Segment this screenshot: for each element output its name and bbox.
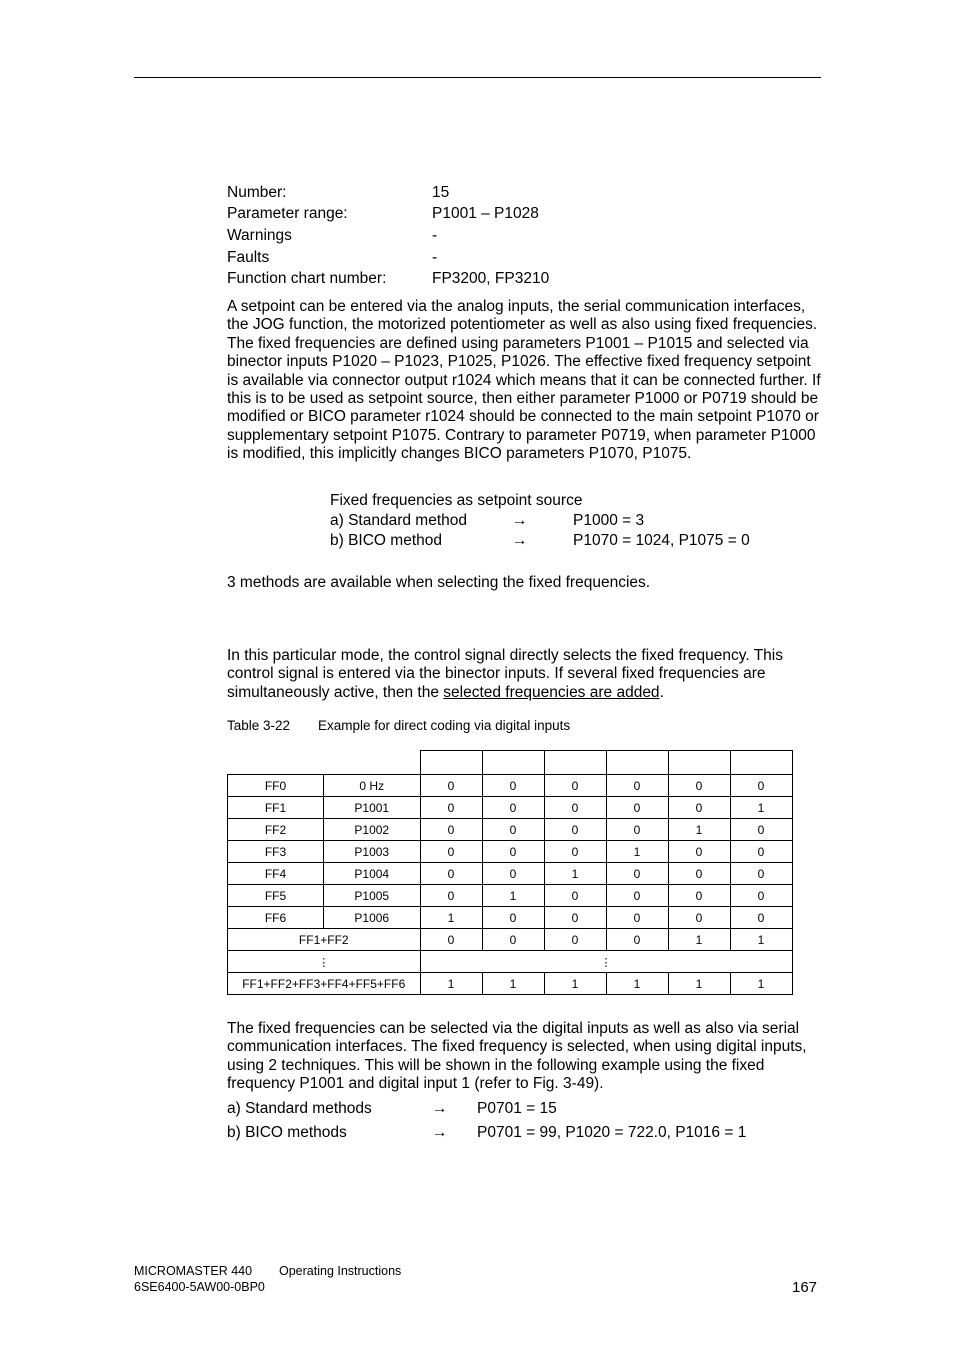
method-bico-label: b) BICO methods <box>227 1124 347 1141</box>
bit-cell: 1 <box>544 973 606 995</box>
bit-cell: 0 <box>420 797 482 819</box>
table-caption-text: Example for direct coding via digital inputs <box>318 718 571 733</box>
table-row <box>228 885 793 907</box>
method-standard-value: P0701 = 15 <box>477 1100 557 1117</box>
table-header-row <box>228 751 793 775</box>
info-value: 15 <box>432 184 450 201</box>
table-row <box>228 863 793 885</box>
bit-cell: 0 <box>482 797 544 819</box>
ellipsis-cell <box>420 951 792 973</box>
bit-cell: 0 <box>420 775 482 797</box>
direct-coding-paragraph <box>227 647 822 702</box>
bit-cell: 1 <box>482 885 544 907</box>
page-number: 167 <box>792 1279 818 1296</box>
param-cell: P1004 <box>324 863 421 885</box>
bit-cell: 0 <box>420 863 482 885</box>
source-standard-label: a) Standard method <box>330 512 468 529</box>
table-row-combo <box>228 929 793 951</box>
bit-cell: 1 <box>668 929 730 951</box>
bit-cell: 0 <box>420 929 482 951</box>
bit-cell: 0 <box>482 929 544 951</box>
direct-text-end: . <box>659 683 664 701</box>
combo-label-cell: FF1+FF2+FF3+FF4+FF5+FF6 <box>228 973 421 995</box>
bit-cell: 0 <box>668 885 730 907</box>
ellipsis-cell <box>228 951 421 973</box>
source-bico-label: b) BICO method <box>330 532 442 549</box>
bit-cell: 1 <box>730 797 792 819</box>
selection-paragraph: The fixed frequencies can be selected via the digital inputs as well as also via serial communication interfaces. The fixed frequency is selected, when using digital inputs, using 2 techniques. This will be shown in the following example using the fixed frequency P1001 and digital input 1 (refer to Fig. 3-49). <box>227 1020 807 1093</box>
method-standard-label: a) Standard methods <box>227 1100 372 1117</box>
bit-cell: 1 <box>730 973 792 995</box>
param-cell: P1005 <box>324 885 421 907</box>
bit-cell: 0 <box>482 841 544 863</box>
bit-cell: 0 <box>482 775 544 797</box>
ff-cell: FF4 <box>228 863 324 885</box>
bit-cell: 1 <box>420 973 482 995</box>
header-cell <box>730 751 792 775</box>
param-cell: P1001 <box>324 797 421 819</box>
bit-cell: 0 <box>482 819 544 841</box>
table-row <box>228 819 793 841</box>
bit-cell: 0 <box>606 907 668 929</box>
ff-cell: FF3 <box>228 841 324 863</box>
param-cell: P1002 <box>324 819 421 841</box>
bit-cell: 0 <box>544 885 606 907</box>
bit-cell: 1 <box>606 973 668 995</box>
header-cell <box>606 751 668 775</box>
source-standard-value: P1000 = 3 <box>573 512 645 529</box>
bit-cell: 0 <box>730 819 792 841</box>
bit-cell: 0 <box>544 819 606 841</box>
bit-cell: 0 <box>606 775 668 797</box>
info-value: - <box>432 249 438 266</box>
fixed-frequency-table <box>227 750 793 995</box>
bit-cell: 0 <box>606 929 668 951</box>
param-cell: P1006 <box>324 907 421 929</box>
direct-text-underlined: selected frequencies are added <box>443 683 660 701</box>
bit-cell: 0 <box>544 775 606 797</box>
table-row <box>228 775 793 797</box>
table-caption <box>227 718 570 733</box>
header-cell <box>544 751 606 775</box>
bit-cell: 0 <box>730 841 792 863</box>
bit-cell: 1 <box>668 973 730 995</box>
bit-cell: 0 <box>668 841 730 863</box>
bit-cell: 0 <box>544 907 606 929</box>
info-key: Function chart number: <box>227 270 387 287</box>
ff-cell: FF6 <box>228 907 324 929</box>
bit-cell: 0 <box>606 863 668 885</box>
ff-cell: FF0 <box>228 775 324 797</box>
vertical-ellipsis-icon: ⋮ <box>318 956 330 969</box>
vertical-ellipsis-icon: ⋮ <box>600 956 612 969</box>
direct-text-start: In this particular mode, the control signal directly selects the fixed frequency. This control signal is entered via the binector inputs. If several fixed frequencies are simultaneously active, then the <box>227 647 783 701</box>
ff-cell: FF1 <box>228 797 324 819</box>
bit-cell: 1 <box>482 973 544 995</box>
header-cell <box>420 751 482 775</box>
bit-cell: 0 <box>420 885 482 907</box>
info-value: P1001 – P1028 <box>432 205 539 222</box>
bit-cell: 0 <box>606 819 668 841</box>
bit-cell: 0 <box>730 863 792 885</box>
footer-product: MICROMASTER 440 <box>134 1264 253 1278</box>
method-bico-value: P0701 = 99, P1020 = 722.0, P1016 = 1 <box>477 1124 747 1141</box>
table-caption-number: Table 3-22 <box>227 718 291 733</box>
arrow-icon: → <box>432 1100 448 1117</box>
info-key: Faults <box>227 249 270 266</box>
arrow-icon: → <box>512 532 528 549</box>
table-row <box>228 797 793 819</box>
bit-cell: 1 <box>606 841 668 863</box>
source-bico-value: P1070 = 1024, P1075 = 0 <box>573 532 750 549</box>
bit-cell: 1 <box>544 863 606 885</box>
table-row-ellipsis <box>228 951 793 973</box>
bit-cell: 0 <box>420 819 482 841</box>
bit-cell: 0 <box>606 885 668 907</box>
bit-cell: 0 <box>420 841 482 863</box>
table-row <box>228 907 793 929</box>
info-key: Number: <box>227 184 287 201</box>
intro-paragraph: A setpoint can be entered via the analog inputs, the serial communication interfaces, the JOG function, the motorized potentiometer as well as also using fixed frequencies. The fixed frequencies are defined using parameters P1001 – P1015 and selected via binector inputs P1020 – P1023, P1025, P1026. The effective fixed frequency setpoint is available via connector output r1024 which means that it can be connected further. If this is to be used as setpoint source, then either parameter P1000 or P0719 should be modified or BICO parameter r1024 should be connected to the main setpoint P1070 or supplementary setpoint P1075. Contrary to parameter P0719, when parameter P1000 is modified, this implicitly changes BICO parameters P1070, P1075. <box>227 298 821 463</box>
arrow-icon: → <box>512 512 528 529</box>
bit-cell: 1 <box>730 929 792 951</box>
header-cell <box>668 751 730 775</box>
bit-cell: 1 <box>668 819 730 841</box>
bit-cell: 0 <box>668 907 730 929</box>
bit-cell: 0 <box>606 797 668 819</box>
info-value: - <box>432 227 438 244</box>
ff-cell: FF5 <box>228 885 324 907</box>
bit-cell: 0 <box>482 907 544 929</box>
bit-cell: 0 <box>544 797 606 819</box>
bit-cell: 0 <box>668 775 730 797</box>
bit-cell: 0 <box>482 863 544 885</box>
bit-cell: 0 <box>544 929 606 951</box>
bit-cell: 1 <box>420 907 482 929</box>
info-value: FP3200, FP3210 <box>432 270 550 287</box>
table-row <box>228 841 793 863</box>
info-key: Warnings <box>227 227 292 244</box>
bit-cell: 0 <box>730 885 792 907</box>
bit-cell: 0 <box>730 775 792 797</box>
table-row-combo <box>228 973 793 995</box>
combo-label-cell: FF1+FF2 <box>228 929 421 951</box>
ff-cell: FF2 <box>228 819 324 841</box>
bit-cell: 0 <box>668 797 730 819</box>
footer-order-number: 6SE6400-5AW00-0BP0 <box>134 1280 265 1294</box>
source-title: Fixed frequencies as setpoint source <box>330 492 583 509</box>
methods-text: 3 methods are available when selecting the fixed frequencies. <box>227 574 651 591</box>
arrow-icon: → <box>432 1124 448 1141</box>
bit-cell: 0 <box>730 907 792 929</box>
info-key: Parameter range: <box>227 205 348 222</box>
header-rule <box>134 77 821 78</box>
bit-cell: 0 <box>544 841 606 863</box>
footer-doc-type: Operating Instructions <box>279 1264 402 1278</box>
param-cell: P1003 <box>324 841 421 863</box>
param-cell: 0 Hz <box>324 775 421 797</box>
bit-cell: 0 <box>668 863 730 885</box>
header-cell <box>482 751 544 775</box>
